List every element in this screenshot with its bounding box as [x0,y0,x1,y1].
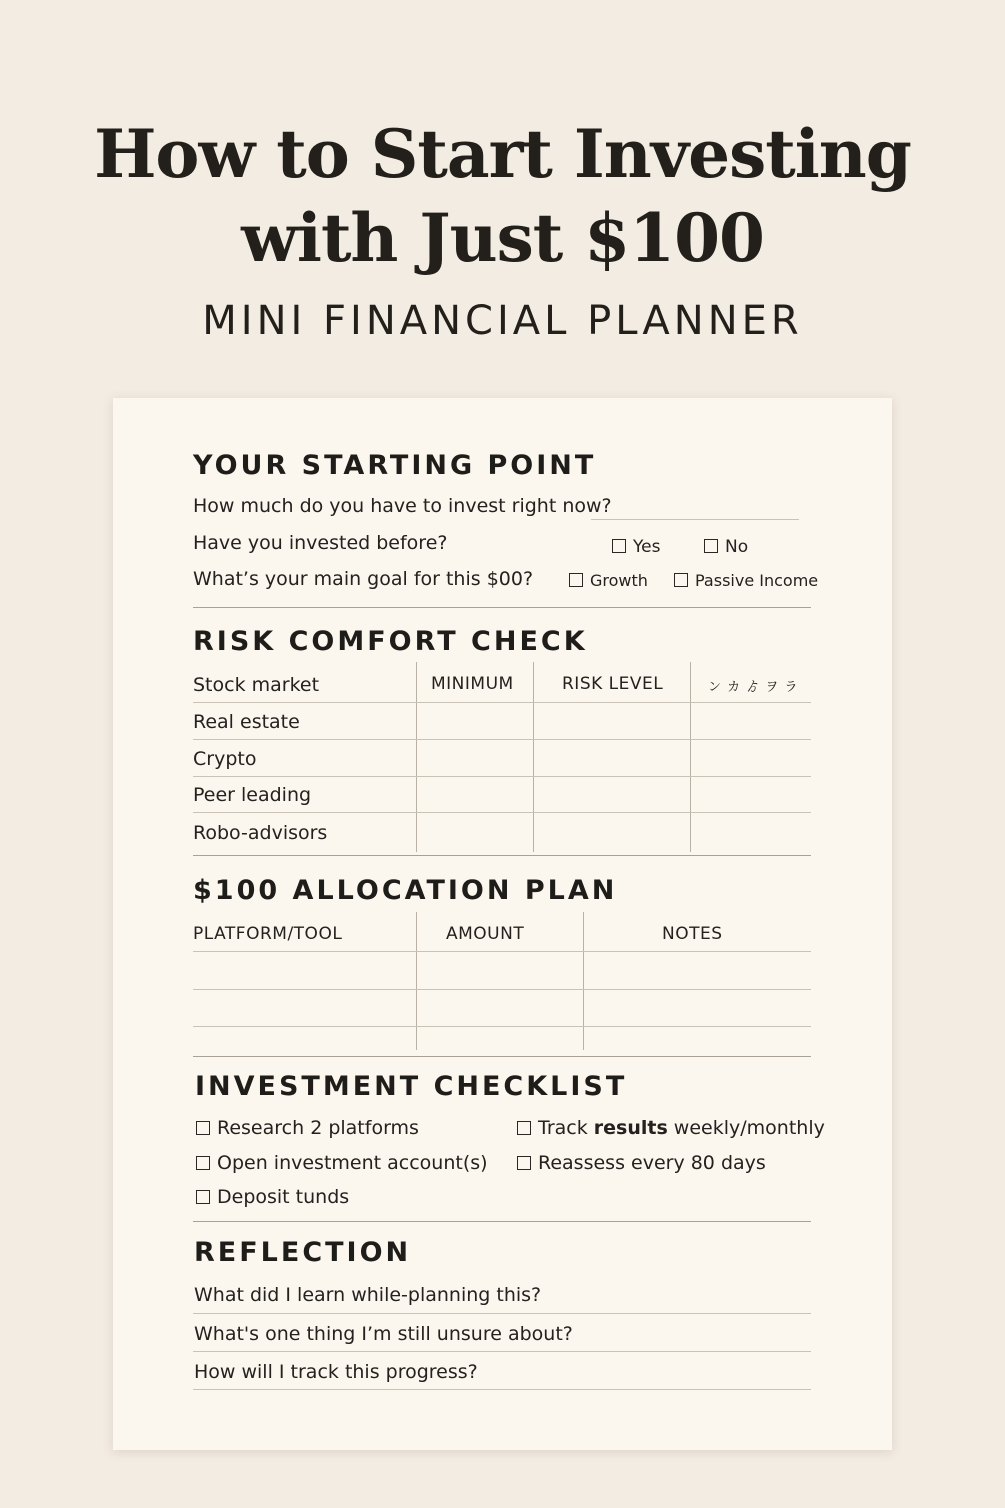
answer-line[interactable] [193,1313,811,1314]
no-checkbox[interactable] [704,537,748,557]
checklist-item-label: Research 2 platforms [217,1117,419,1139]
reflection-heading: REFLECTION [194,1237,412,1268]
risk-row-label: Real estate [193,711,300,733]
risk-row-label: Crypto [193,748,257,770]
checkbox-icon [196,1156,210,1170]
page-title [0,112,1005,280]
checklist-item-label: Deposit tunds [217,1186,350,1208]
checkbox-icon [569,573,583,587]
extra-column-header: ン カ ゟ ヲ ラ [708,680,799,695]
checklist-item-label-pre: Track [538,1117,594,1139]
platform-column-header: PLATFORM/TOOL [193,924,343,944]
risk-row-label: Peer leading [193,784,312,806]
reflection-question: What did I learn while-planning this? [194,1284,542,1306]
risk-heading: RISK COMFORT CHECK [193,626,588,657]
amount-column-header: AMOUNT [446,924,525,944]
checklist-item-label-bold: results [593,1117,668,1139]
minimum-column-header: MINIMUM [431,674,514,694]
yes-checkbox[interactable] [612,537,660,557]
checklist-item[interactable] [196,1152,488,1174]
invested-before-question: Have you invested before? [193,532,448,554]
table-row-line [193,812,811,813]
risk-row-label: Robo-advisors [193,822,328,844]
checklist-item[interactable] [517,1117,825,1139]
checklist-item-label: Reassess every 80 days [538,1152,766,1174]
checkbox-icon [674,573,688,587]
notes-column-header: NOTES [662,924,723,944]
checklist-item[interactable] [196,1117,419,1139]
risk-col-divider [533,662,534,852]
checkbox-icon [517,1121,531,1135]
invest-amount-question: How much do you have to invest right now? [193,495,612,517]
section-divider [193,607,811,608]
checklist-item-label-post: weekly/monthly [667,1117,825,1139]
main-goal-question: What’s your main goal for this $00? [193,568,534,590]
planner-card [113,398,892,1450]
table-row-line [193,989,811,990]
table-row-line [193,951,811,952]
invest-amount-answer-line[interactable] [591,519,799,520]
answer-line[interactable] [193,1351,811,1352]
checkbox-icon [612,539,626,553]
yes-label: Yes [633,537,661,557]
page-subtitle: MINI FINANCIAL PLANNER [202,298,803,344]
table-row-line [193,739,811,740]
passive-income-label: Passive Income [695,571,819,590]
title-line-2: with Just $100 [241,199,764,277]
allocation-heading: $100 ALLOCATION PLAN [193,875,618,906]
checkbox-icon [196,1121,210,1135]
reflection-question: How will I track this progress? [194,1361,478,1383]
checklist-item-label: Open investment account(s) [217,1152,488,1174]
risk-col-divider [690,662,691,852]
checklist-item[interactable] [196,1186,349,1208]
checkbox-icon [196,1190,210,1204]
growth-label: Growth [590,571,648,590]
section-divider [193,1221,811,1222]
growth-checkbox[interactable] [569,571,648,590]
allocation-col-divider [583,912,584,1050]
table-row-line [193,702,811,703]
checkbox-icon [704,539,718,553]
section-divider [193,855,811,856]
risk-col-divider [416,662,417,852]
checklist-heading: INVESTMENT CHECKLIST [195,1071,628,1102]
checkbox-icon [517,1156,531,1170]
starting-point-heading: YOUR STARTING POINT [193,450,597,481]
checklist-item[interactable] [517,1152,766,1174]
section-divider [193,1056,811,1057]
no-label: No [725,537,749,557]
answer-line[interactable] [193,1389,811,1390]
table-row-line [193,1026,811,1027]
passive-income-checkbox[interactable] [674,571,818,590]
table-row-line [193,776,811,777]
risk-row-label: Stock market [193,674,320,696]
reflection-question: What's one thing I’m still unsure about? [194,1323,573,1345]
title-line-1: How to Start Investing [94,115,911,193]
risk-level-column-header: RISK LEVEL [562,674,664,694]
allocation-col-divider [416,912,417,1050]
